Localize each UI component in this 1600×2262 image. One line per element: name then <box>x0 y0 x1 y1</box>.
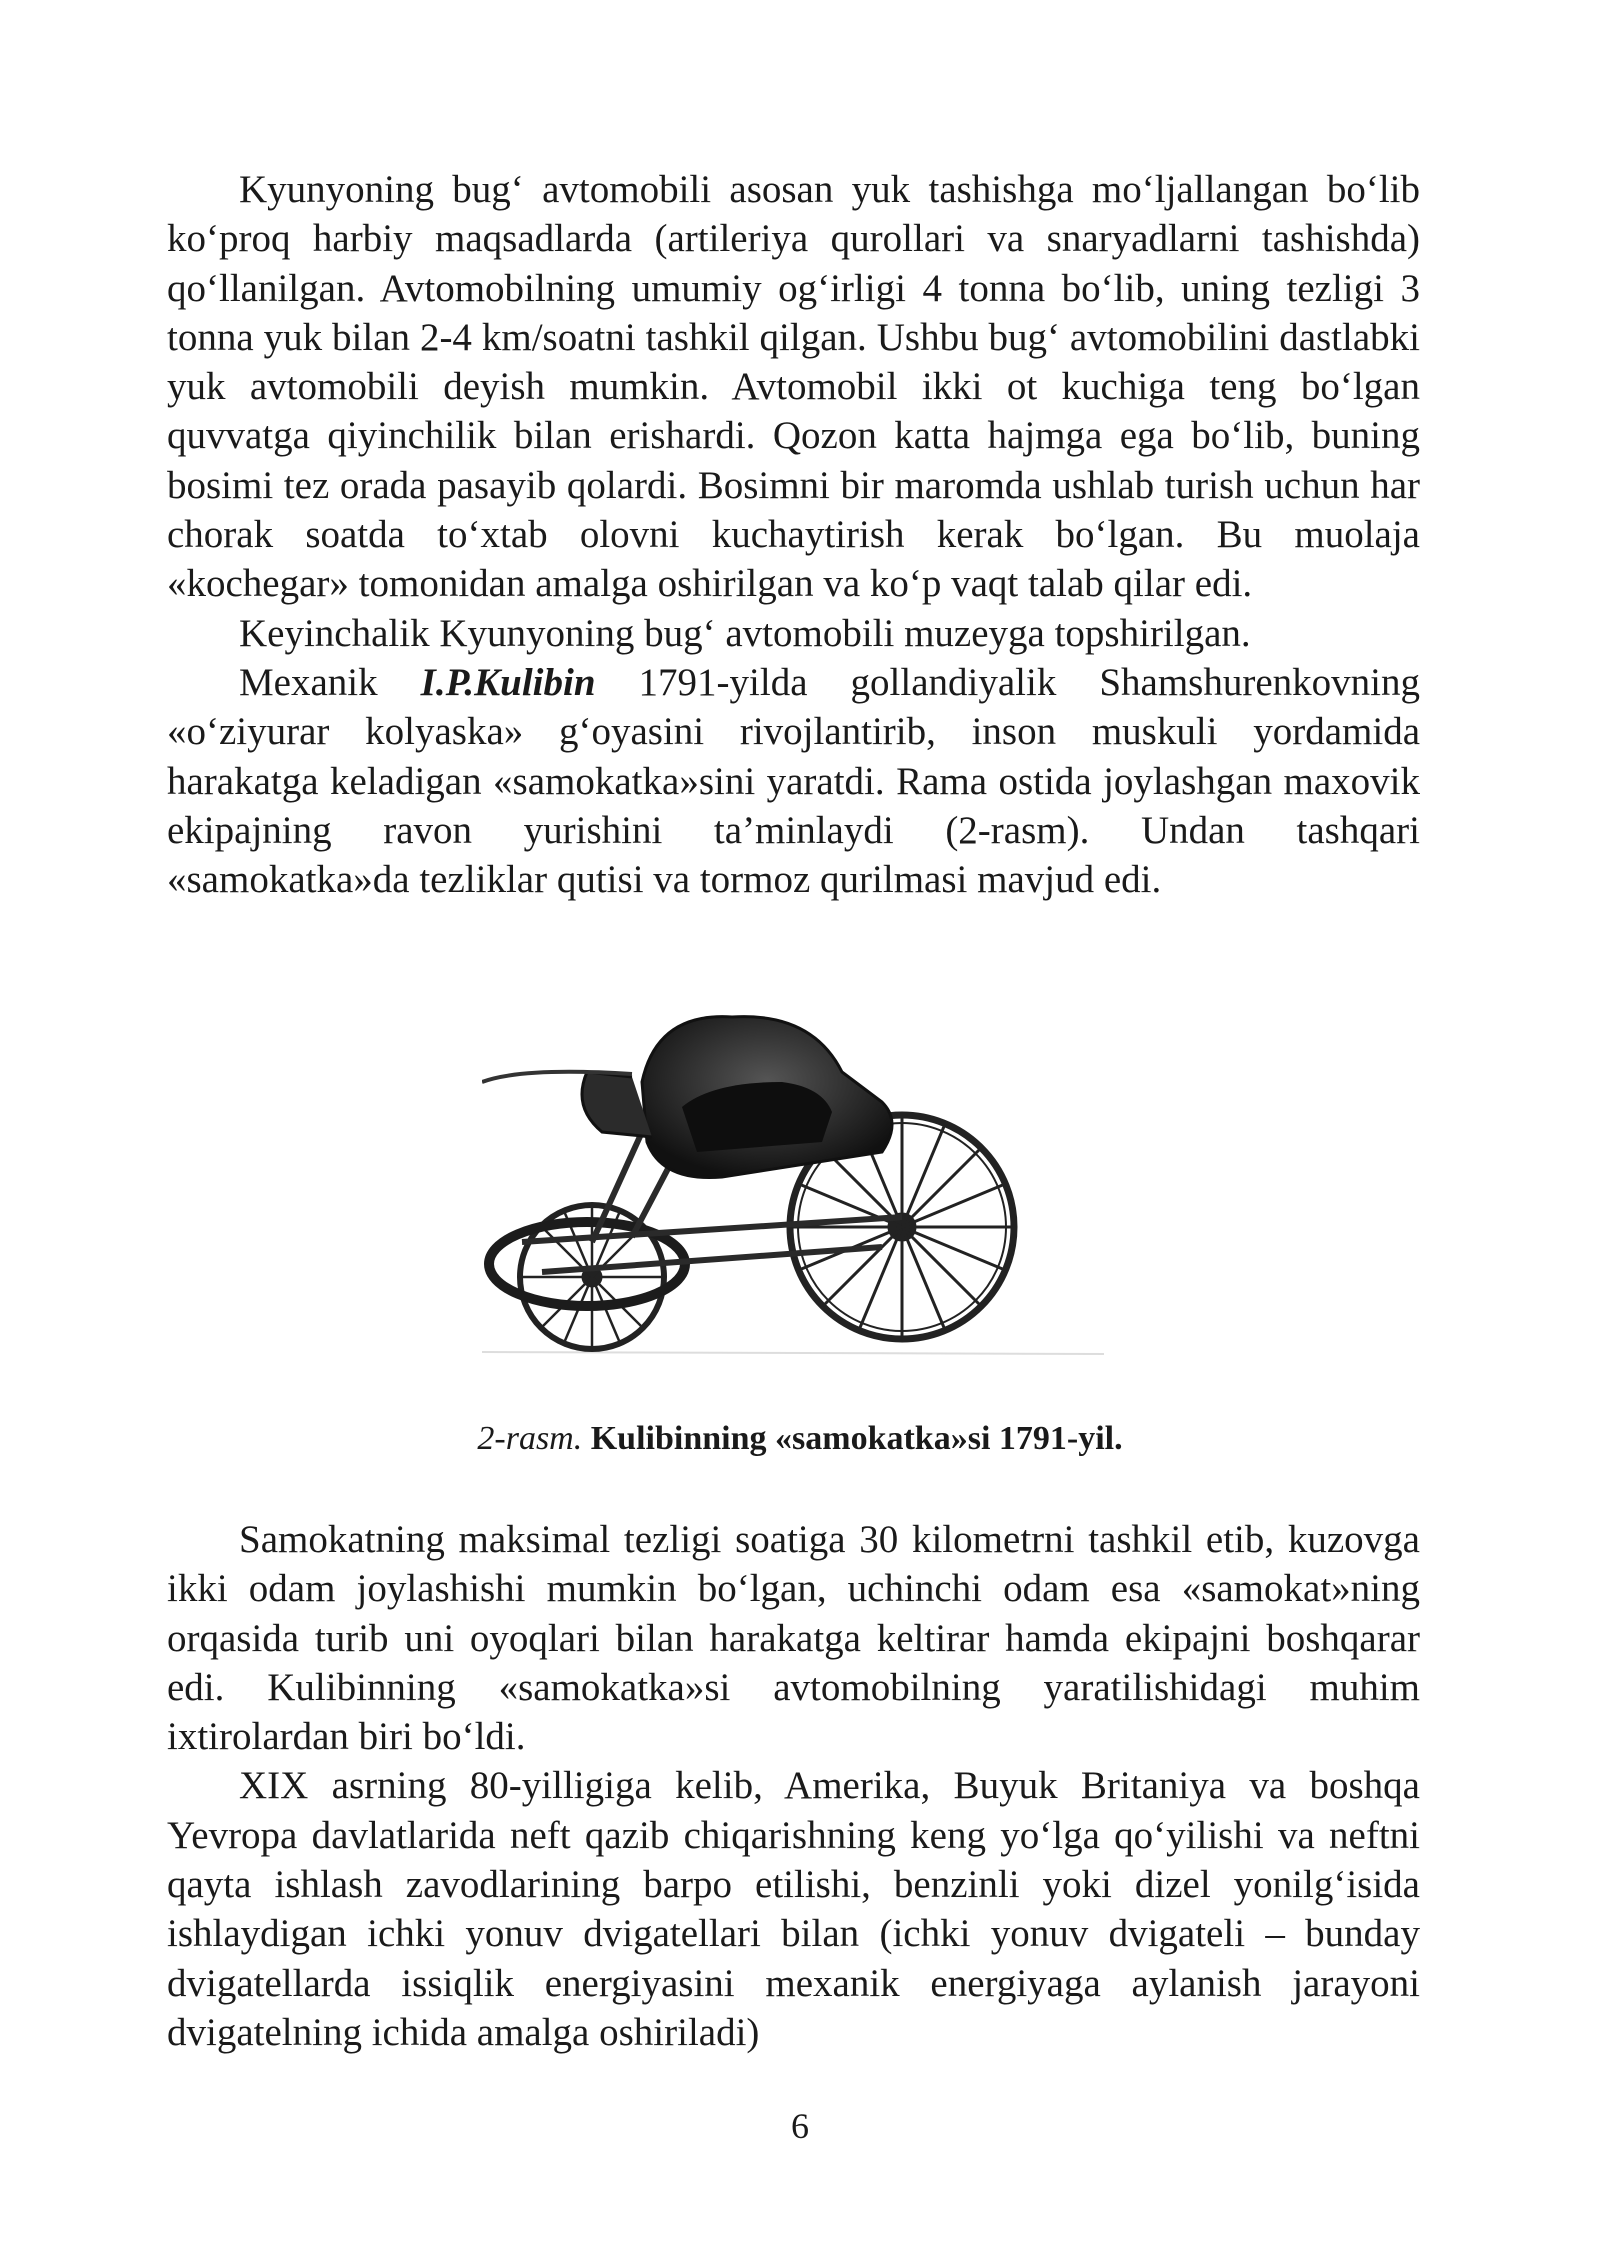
paragraph-1: Kyunyoning bug‘ avtomobili asosan yuk tashishga mo‘ljallangan bo‘lib ko‘proq harbiy maqsadlarda (artileriya qurollari va snaryadlarni tashishda) qo‘llanilgan. Avtomobilning umumiy og‘irligi 4 tonna bo‘lib, uning tezligi 3 tonna yuk bilan 2-4 km/soatni tashkil qilgan. Ushbu bug‘ avtomobilini dastlabki yuk avtomobili deyish mumkin. Avtomobil ikki ot kuchiga teng bo‘lgan quvvatga qiyinchilik bilan erishardi. Qozon katta hajmga ega bo‘lib, buning bosimi tez orada pasayib qolardi. Bosimni bir maromda ushlab turish uchun har chorak soatda to‘xtab olovni kuchaytirish kerak bo‘lgan. Bu muolaja «kochegar» tomonidan amalga oshirilgan va ko‘p vaqt talab qilar edi. <box>167 168 1420 606</box>
figure-caption-text: Kulibinning «samokatka»si 1791-yil. <box>590 1420 1123 1457</box>
text-block-top <box>167 165 1420 904</box>
page-number: 6 <box>791 2106 809 2146</box>
samokatka-drawing <box>482 1012 1104 1367</box>
paragraph-3-rest: 1791-yilda gollandiyalik Shamshurenkovning «o‘ziyurar kolyaska» g‘oyasini rivojlantirib, inson muskuli yordamida harakatga keladigan «samokatka»sini yaratdi. Rama ostida joylashgan maxovik ekipajning ravon yurishini ta’minlaydi (2-rasm). Undan tashqari «samokatka»da tezliklar qutisi va tormoz qurilmasi mavjud edi. <box>167 660 1420 902</box>
paragraph-3-lead: Mexanik <box>239 660 421 704</box>
text-block-bottom <box>167 1515 1420 2057</box>
figure-label: 2-rasm. <box>477 1420 583 1457</box>
inventor-name: I.P.Kulibin <box>420 660 596 704</box>
figure-caption <box>0 1420 1600 1458</box>
paragraph-2: Keyinchalik Kyunyoning bug‘ avtomobili muzeyga topshirilgan. <box>239 611 1251 655</box>
paragraph-4: Samokatning maksimal tezligi soatiga 30 kilometrni tashkil etib, kuzovga ikki odam joylashishi mumkin bo‘lgan, uchinchi odam esa «samokat»ning orqasida turib uni oyoqlari bilan harakatga keltirar hamda ekipajni boshqarar edi. Kulibinning «samokatka»si avtomobilning yaratilishidagi muhim ixtirolardan biri bo‘ldi. <box>167 1518 1420 1759</box>
paragraph-5: XIX asrning 80-yilligiga kelib, Amerika, Buyuk Britaniya va boshqa Yevropa davlatlarida neft qazib chiqarishning keng yo‘lga qo‘yilishi va neftni qayta ishlash zavodlarining barpo etilishi, benzinli yoki dizel yonilg‘isida ishlaydigan ichki yonuv dvigatellari bilan (ichki yonuv dvigateli – bunday dvigatellarda issiqlik energiyasini mexanik energiyaga aylanish jarayoni dvigatelning ichida amalga oshiriladi) <box>167 1764 1420 2054</box>
paragraph-3 <box>167 658 1420 904</box>
carriage-illustration <box>482 1012 1104 1367</box>
